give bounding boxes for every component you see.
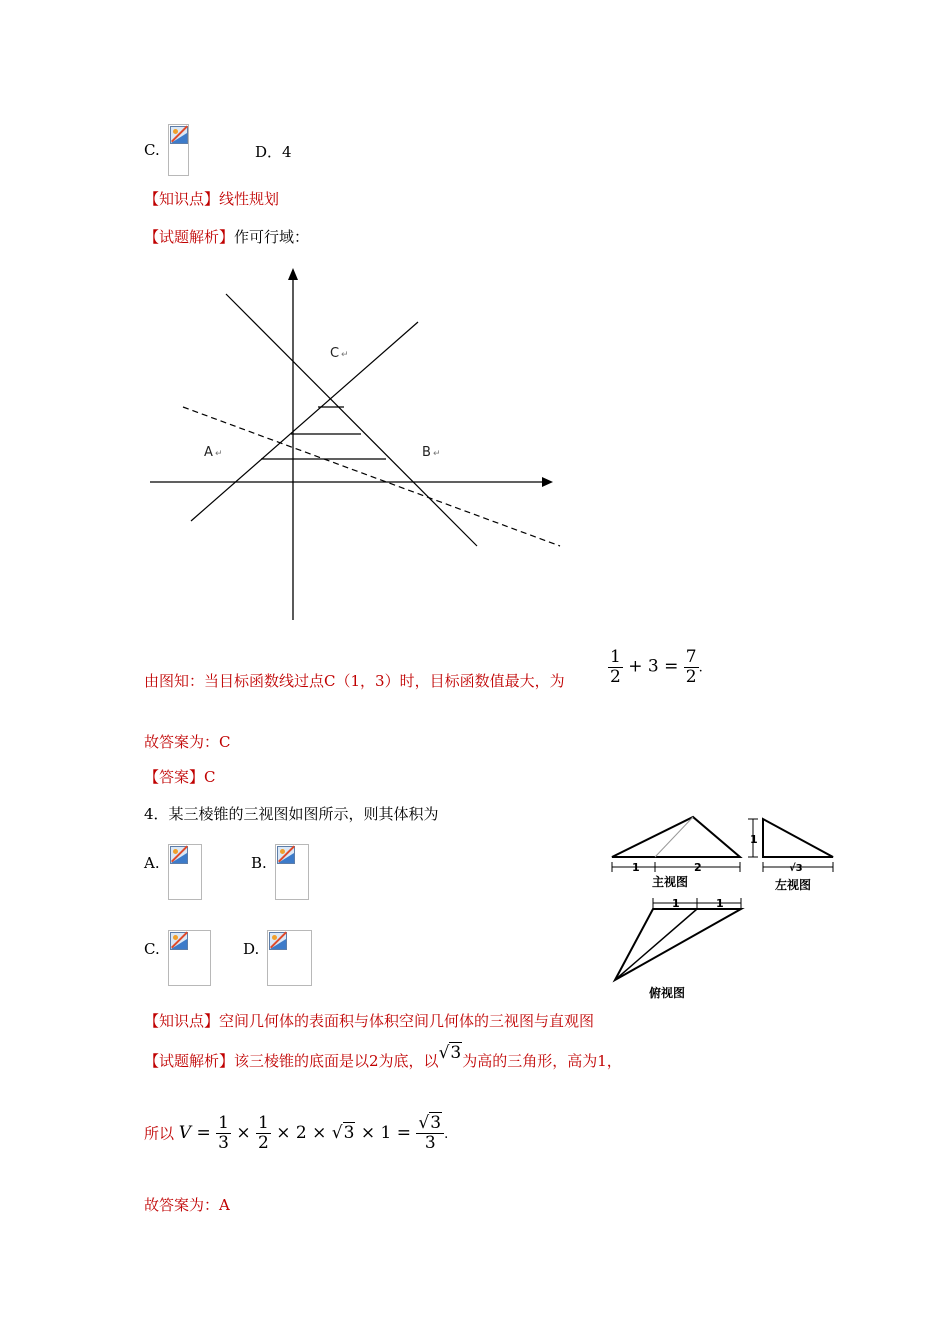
- knowledge-point-line-q4: [144, 1010, 594, 1031]
- solution-text: 作可行域：: [234, 228, 310, 246]
- formula-plus-three: + 3 =: [628, 656, 679, 677]
- side-height-1: 1: [750, 833, 758, 846]
- answer-value: C: [204, 768, 216, 786]
- option-c-image-placeholder: [168, 124, 189, 176]
- sqrt-three: √3: [438, 1043, 462, 1063]
- option-b-image-placeholder: [275, 844, 309, 900]
- fraction-numerator: 1: [610, 647, 621, 667]
- fraction-denominator: 2: [610, 666, 621, 687]
- knowledge-point-text: 空间几何体的表面积与体积空间几何体的三视图与直观图: [219, 1012, 595, 1030]
- fraction-denominator: 2: [685, 666, 697, 687]
- so-text: 所以: [144, 1124, 175, 1143]
- answer-line: 故答案为：C: [144, 733, 231, 751]
- solution-line-q4: [144, 1043, 622, 1071]
- point-b-label: B: [422, 445, 431, 460]
- front-view-label: 主视图: [652, 875, 689, 889]
- solution-line: [144, 226, 309, 247]
- volume-formula: V = $\frac{1}{3}$ × $\frac{1}{2}$ × 2 × √3 × 1 = $\frac{√3}{3}$ .: [178, 1113, 449, 1153]
- answer-tag-line: [144, 766, 216, 787]
- feasible-region-graph: [140, 262, 570, 632]
- paragraph-mark-icon: ↵: [433, 449, 441, 459]
- knowledge-point-text: 线性规划: [219, 190, 280, 208]
- boundary-line-descending: [226, 294, 477, 546]
- volume-line: [144, 1114, 448, 1152]
- side-width-sqrt3: √3: [789, 863, 803, 874]
- side-view-label: 左视图: [775, 878, 812, 892]
- fraction-numerator: 7: [685, 647, 697, 667]
- point-a-label: A: [204, 445, 213, 460]
- option-c-label: C.: [144, 940, 160, 958]
- solution-text-part1: 该三棱锥的底面是以2为底，以: [234, 1052, 439, 1070]
- formula-period: .: [698, 660, 703, 676]
- knowledge-point-tag: 【知识点】: [144, 1012, 220, 1030]
- objective-line-dashed: [183, 407, 560, 546]
- top-view-inner-edge: [615, 909, 697, 980]
- option-a-label: A.: [144, 854, 160, 872]
- answer-line-q4: 故答案为：A: [144, 1196, 230, 1214]
- paragraph-mark-icon: ↵: [215, 449, 223, 459]
- x-axis-arrow: [542, 477, 553, 487]
- top-view-label: 俯视图: [649, 986, 686, 1000]
- answer-tag: 【答案】: [144, 768, 205, 786]
- boundary-line-ascending: [191, 322, 418, 521]
- top-length-1: 1: [672, 897, 680, 910]
- max-value-formula: [608, 648, 703, 686]
- option-a-image-placeholder: [168, 844, 202, 900]
- front-view-hidden-edge: [655, 817, 693, 857]
- option-c-image-placeholder: [168, 930, 211, 986]
- top-length-2: 1: [716, 897, 724, 910]
- paragraph-mark-icon: ↵: [341, 350, 349, 360]
- front-view-triangle: [612, 817, 740, 857]
- solution-tag: 【试题解析】: [144, 228, 235, 246]
- side-view-triangle: [763, 819, 833, 857]
- solution-text-part2: 为高的三角形，高为1，: [462, 1052, 622, 1070]
- point-c-label: C: [330, 346, 340, 361]
- question-4-text: 4．某三棱锥的三视图如图所示，则其体积为: [144, 805, 439, 823]
- option-b-label: B.: [251, 854, 267, 872]
- option-d-label: D.: [243, 940, 260, 958]
- knowledge-point-line: [144, 188, 279, 209]
- option-d-label: D．4: [255, 143, 292, 161]
- front-length-1: 1: [632, 861, 640, 874]
- y-axis-arrow: [288, 268, 298, 280]
- conclusion-text: 由图知：当目标函数线过点C（1，3）时，目标函数值最大，为: [144, 672, 565, 690]
- three-views-figure: [605, 812, 845, 1002]
- option-d-image-placeholder: [267, 930, 312, 986]
- solution-tag: 【试题解析】: [144, 1052, 235, 1070]
- option-c-label: C.: [144, 141, 160, 159]
- front-length-2: 2: [694, 861, 702, 874]
- knowledge-point-tag: 【知识点】: [144, 190, 220, 208]
- top-view-triangle: [615, 909, 741, 980]
